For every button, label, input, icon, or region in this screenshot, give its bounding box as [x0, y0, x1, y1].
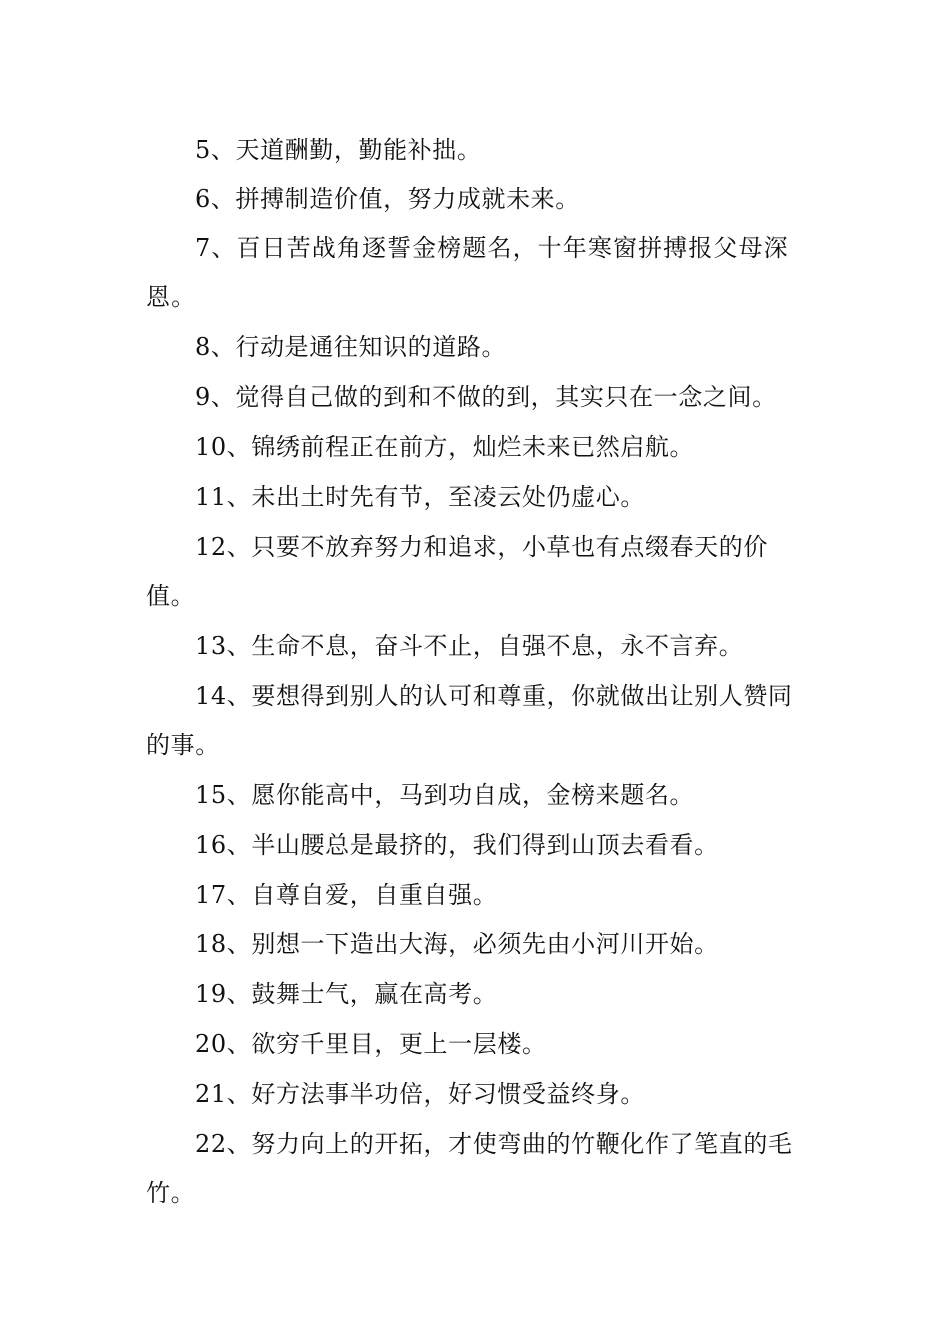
- list-item: 7、百日苦战角逐誓金榜题名，十年寒窗拼搏报父母深恩。: [146, 234, 789, 311]
- list-item: 12、只要不放弃努力和追求，小草也有点缀春天的价值。: [146, 533, 768, 610]
- list-item: 15、愿你能高中，马到功自成，金榜来题名。: [195, 781, 695, 809]
- list-item: 19、鼓舞士气，赢在高考。: [195, 980, 498, 1008]
- list-item: 20、欲穷千里目，更上一层楼。: [195, 1030, 547, 1058]
- list-item: 5、天道酬勤，勤能补拙。: [195, 136, 482, 164]
- list-item: 11、未出土时先有节，至凌云处仍虚心。: [195, 483, 645, 511]
- list-item: 17、自尊自爱，自重自强。: [195, 881, 498, 909]
- list-item: 13、生命不息，奋斗不止，自强不息，永不言弃。: [195, 632, 744, 660]
- list-item: 18、别想一下造出大海，必须先由小河川开始。: [195, 930, 719, 958]
- list-item: 16、半山腰总是最挤的，我们得到山顶去看看。: [195, 831, 719, 859]
- list-item: 6、拼搏制造价值，努力成就未来。: [195, 185, 580, 213]
- list-item: 8、行动是通往知识的道路。: [195, 333, 507, 361]
- list-item: 10、锦绣前程正在前方，灿烂未来已然启航。: [195, 433, 695, 461]
- list-item: 14、要想得到别人的认可和尊重，你就做出让别人赞同的事。: [146, 682, 793, 759]
- list-item: 21、好方法事半功倍，好习惯受益终身。: [195, 1080, 645, 1108]
- list-item: 22、努力向上的开拓，才使弯曲的竹鞭化作了笔直的毛竹。: [146, 1130, 793, 1207]
- list-item: 9、觉得自己做的到和不做的到，其实只在一念之间。: [195, 383, 777, 411]
